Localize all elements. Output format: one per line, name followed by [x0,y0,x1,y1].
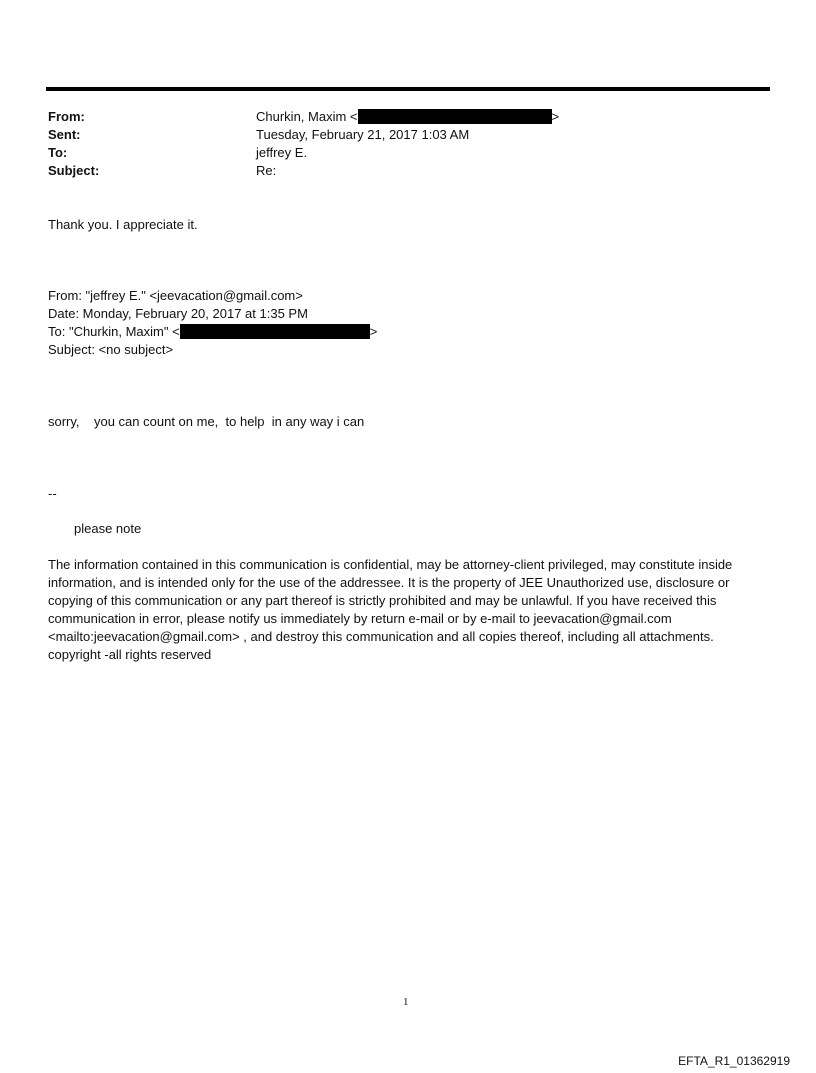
subject-label: Subject: [48,163,100,178]
bates-number: EFTA_R1_01362919 [678,1054,790,1068]
redaction-block [180,324,370,339]
page-number: 1 [403,996,409,1008]
from-label: From: [48,109,85,124]
redaction-block [358,109,552,124]
signature-dashes: -- [48,486,57,501]
from-value [256,108,559,126]
quoted-body: sorry, you can count on me, to help in any way i can [48,414,365,429]
signature-note: please note [74,521,142,536]
to-label: To: [48,145,68,160]
to-value: jeffrey E. [256,145,308,160]
quoted-to-suffix: > [369,324,378,339]
sent-value: Tuesday, February 21, 2017 1:03 AM [256,127,470,142]
quoted-to [48,323,377,341]
subject-value: Re: [256,163,277,178]
header-rule [46,87,770,91]
reply-body: Thank you. I appreciate it. [48,217,198,232]
from-close: > [551,109,560,124]
quoted-to-prefix: To: "Churkin, Maxim" < [48,324,180,339]
quoted-subject: Subject: <no subject> [48,342,174,357]
quoted-date: Date: Monday, February 20, 2017 at 1:35 PM [48,306,308,321]
quoted-from: From: "jeffrey E." <jeevacation@gmail.com> [48,288,303,303]
disclaimer-text: The information contained in this communication is confidential, may be attorney-client privileged, may constitute inside information, and is intended only for the use of the addressee. It is the property of JEE Unauthorized use, disclosure or copying of this communication or any part thereof is strictly prohibited and may be unlawful. If you have received this communication in error, please notify us immediately by return e-mail or by e-mail to jeevacation@gmail.com <mailto:jeevacation@gmail.com> , and destroy this communication and all copies thereof, including all attachments. copyright -all rights reserved [48,557,733,662]
from-name: Churkin, Maxim < [256,109,358,124]
sent-label: Sent: [48,127,81,142]
